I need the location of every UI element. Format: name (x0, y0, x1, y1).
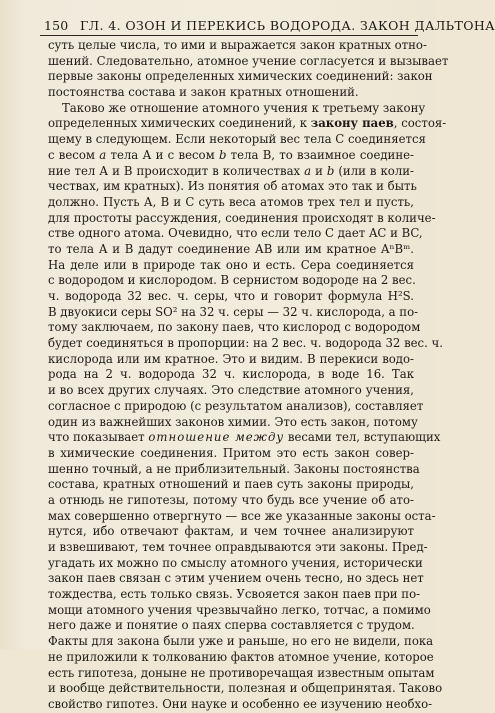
page-number: 150 (44, 18, 69, 33)
text-line: угадать их можно по смыслу атомного учения, исторически (48, 555, 423, 570)
text-line: шений. Следовательно, атомное учение согласуется и вызывает (48, 53, 449, 68)
text-line: мах совершенно отвергнуто — все же указанные законы оста- (48, 508, 436, 523)
text-line: нутся, ибо отвечают фактам, и чем точнее анализируют (48, 524, 414, 539)
emphasized-term: отношение между (148, 430, 285, 445)
text-line: согласное с природою (с результатом анализов), составляет (48, 398, 424, 413)
text-line: В двуокиси серы SO² на 32 ч. серы — 32 ч. кислорода, а по- (48, 304, 419, 319)
text-line: тождества, есть только связь. Усвояется закон паев при по- (48, 587, 421, 602)
text-line: стве одного атома. Очевидно, что если тело С дает AC и BC, (48, 226, 423, 241)
text-line: и взвешивают, тем точнее оправдываются эти законы. Пред- (48, 540, 428, 554)
text-line: с весом a тела А и с весом b тела В, то взаимное соедине- (48, 147, 414, 162)
text-line: чествах, им кратных). Из понятия об атомах это так и быть (48, 179, 417, 194)
running-head: ГЛ. 4. ОЗОН И ПЕРЕКИСЬ ВОДОРОДА. ЗАКОН ДАЛЬТОНА (80, 18, 495, 33)
text-line: не приложили к толкованию фактов атомное учение, которое (48, 649, 434, 664)
text-line: один из важнейших законов химии. Это есть закон, потому (48, 414, 418, 429)
text-line: ние тел А и В происходит в количествах a и b (или в коли- (48, 163, 414, 178)
text-line: щему в следующем. Если некоторый вес тела С соединяется (48, 132, 426, 147)
text-line: него даже и понятие о паях спервa составляется с трудом. (48, 618, 415, 633)
text-line: тому заключаем, по закону паев, что кислород с водородом (48, 320, 421, 335)
text-line: и вообще действительности, полезная и общепринятая. Таково (48, 681, 443, 696)
text-line: и во всех других случаях. Это следствие атомного учения, (48, 383, 414, 398)
text-line: первые законы определенных химических соединений: закон (48, 69, 433, 84)
text-line: мощи атомного учения чрезвычайно легко, тотчас, а помимо (48, 602, 431, 617)
text-line: для простоты рассуждения, соединения происходят в количе- (48, 210, 436, 225)
text-line: постоянства состава и закон кратных отношений. (48, 85, 359, 100)
text-line: то тела А и В дадут соединение АВ или им кратное AⁿBᵐ. (48, 241, 414, 256)
text-line: Факты для закона были уже и раньше, но его не видели, пока (48, 634, 434, 649)
text-line: а отнюдь не гипотезы, потому что будь все учение об ато- (48, 492, 414, 507)
text-line: свойство гипотез. Они науке и особенно ее изучению необхо- (48, 696, 433, 711)
header-rule (40, 35, 418, 36)
text-line: закон паев связан с этим учением очень тесно, но здесь нет (48, 571, 424, 586)
text-line: с водородом и кислородом. В сернистом водороде на 2 вес. (48, 273, 416, 288)
text-line: состава, кратных отношений и паев суть законы природы, (48, 477, 414, 492)
text-line: Таково же отношение атомного учения к третьему закону (62, 100, 426, 115)
text-line: будет соединяться в пропорции: на 2 вес. ч. водорода 32 вес. ч. (48, 336, 443, 351)
text-line: кислорода или им кратное. Это и видим. В перекиси водо- (48, 351, 414, 366)
text-line: в химические соединения. Притом это есть закон совер- (48, 445, 414, 460)
text-line: есть гипотеза, доныне не противоречащая известным опытам (48, 665, 435, 680)
text-line: суть целые числа, то ими и выражается закон кратных отно- (48, 38, 427, 52)
bold-term: закону паев (310, 116, 394, 131)
text-line: что показывает отношение между весами тел, вступающих (48, 430, 441, 445)
text-line: должно. Пусть А, В и С суть веса атомов трех тел и пусть, (48, 194, 414, 209)
body-text (48, 38, 449, 713)
text-line: рода на 2 ч. водорода 32 ч. кислорода, в воде 16. Так (48, 367, 414, 382)
text-line: ч. водорода 32 вес. ч. серы, что и говорит формула H²S. (48, 289, 414, 303)
text-line: На деле или в природе так оно и есть. Сера соединяется (48, 257, 414, 272)
text-line: определенных химических соединений, к закону паев, состоя- (48, 116, 447, 131)
text-line: шенно точный, а не приблизительный. Законы постоянства (48, 461, 420, 476)
